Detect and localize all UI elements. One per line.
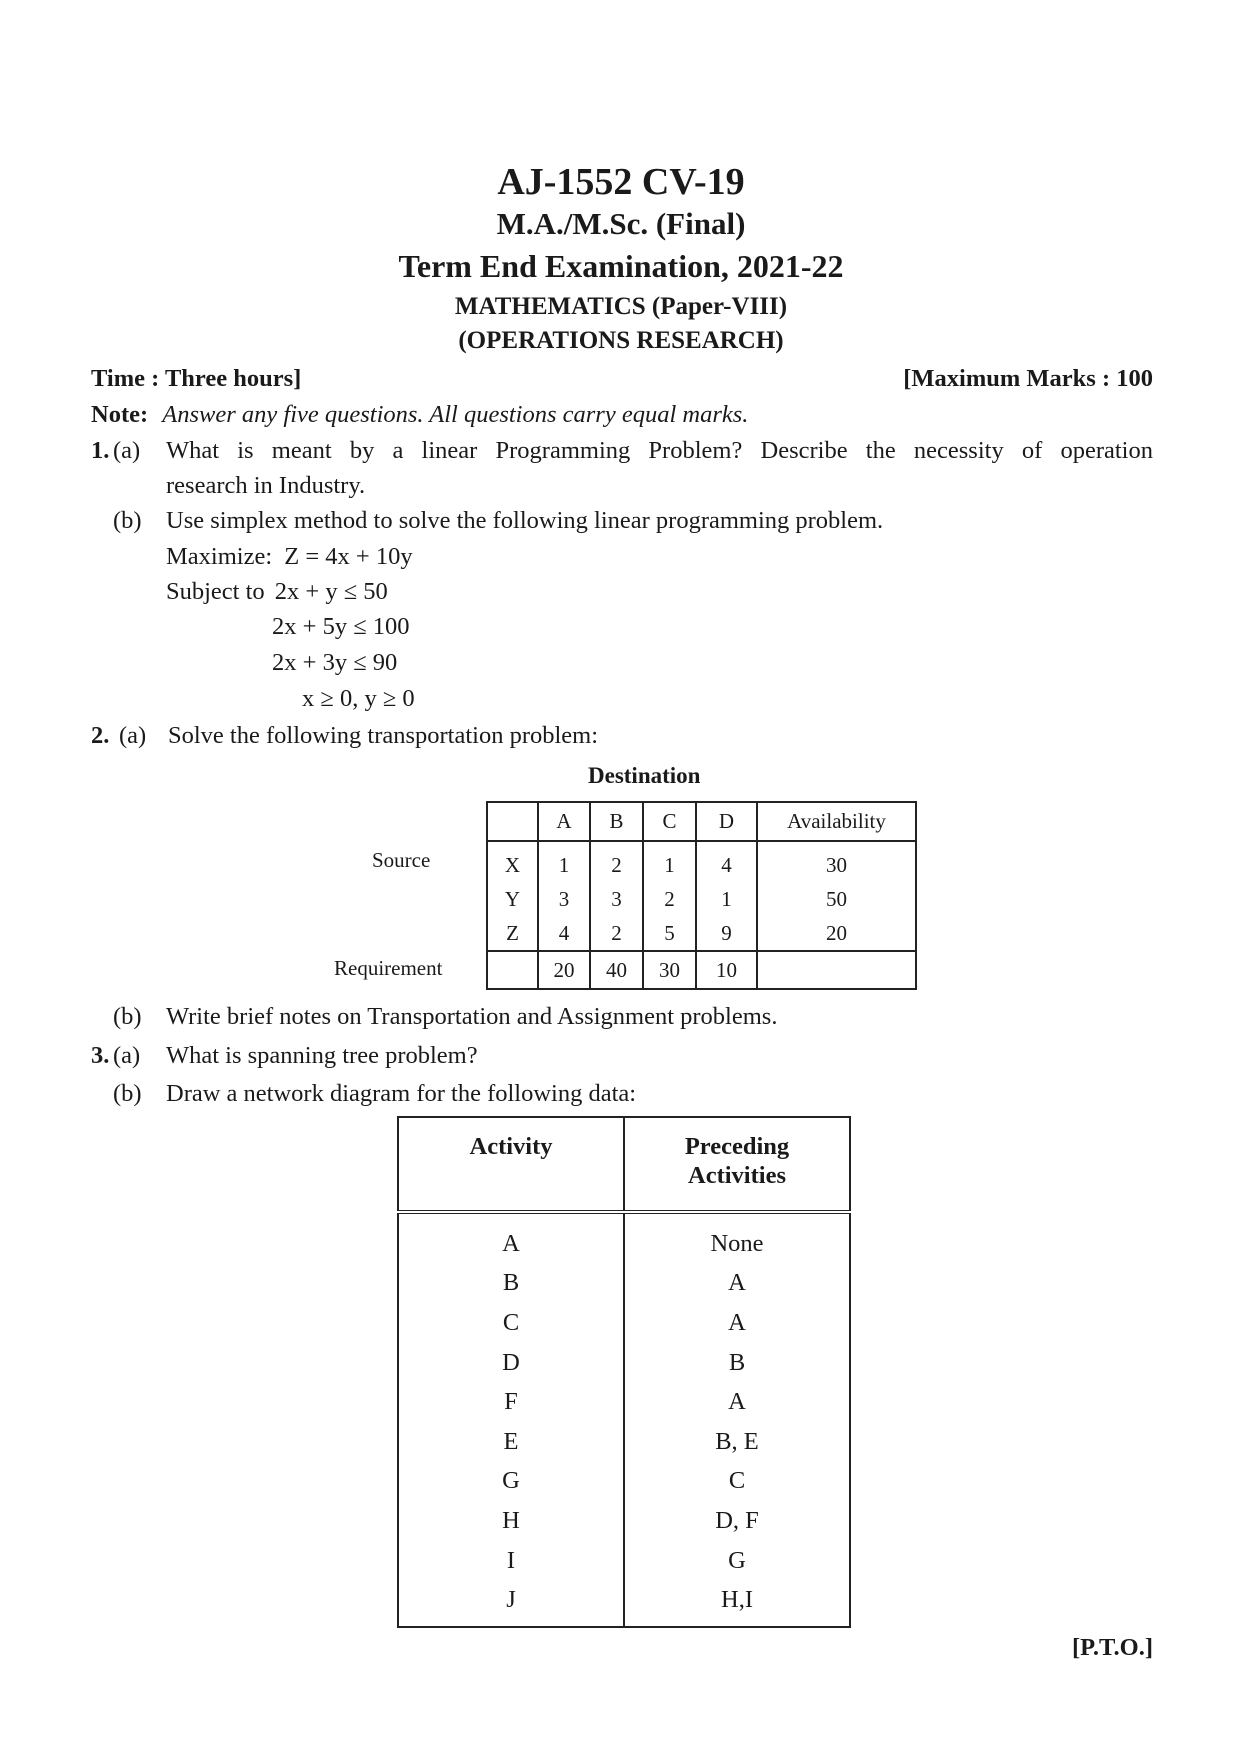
time-label: Time : Three hours] bbox=[91, 365, 302, 392]
q3a-label: (a) bbox=[113, 1042, 141, 1069]
q1-number: 1. bbox=[91, 437, 110, 464]
q3a-text: What is spanning tree problem? bbox=[166, 1042, 478, 1069]
column-header: A bbox=[538, 802, 590, 841]
activity-table bbox=[397, 1116, 851, 1628]
q3b-label: (b) bbox=[113, 1080, 142, 1107]
activity-cell: H bbox=[398, 1501, 624, 1541]
q2a-text: Solve the following transportation problem: bbox=[168, 722, 599, 749]
availability-cell: 30 bbox=[757, 841, 916, 882]
note-line bbox=[91, 401, 748, 429]
constraint-1: 2x + y ≤ 50 bbox=[274, 578, 388, 605]
max-marks-label: [Maximum Marks : 100 bbox=[903, 365, 1153, 392]
activity-cell: F bbox=[398, 1382, 624, 1422]
availability-cell: 20 bbox=[757, 916, 916, 951]
q2b-text: Write brief notes on Transportation and Assignment problems. bbox=[166, 1003, 778, 1030]
preceding-cell: D, F bbox=[624, 1501, 850, 1541]
pto-label: [P.T.O.] bbox=[1072, 1634, 1153, 1661]
cost-cell: 3 bbox=[538, 882, 590, 916]
q2a-label: (a) bbox=[119, 722, 147, 749]
cost-cell: 9 bbox=[696, 916, 757, 951]
requirement-label: Requirement bbox=[334, 956, 443, 980]
non-negativity-constraint: x ≥ 0, y ≥ 0 bbox=[302, 685, 415, 712]
note-label: Note: bbox=[91, 401, 149, 428]
preceding-cell: A bbox=[624, 1264, 850, 1304]
q3-number: 3. bbox=[91, 1042, 110, 1069]
availability-cell: 50 bbox=[757, 882, 916, 916]
cost-cell: 3 bbox=[590, 882, 643, 916]
preceding-cell: None bbox=[624, 1212, 850, 1264]
activity-cell: D bbox=[398, 1343, 624, 1383]
transportation-table bbox=[486, 801, 917, 990]
topic-title: (OPERATIONS RESEARCH) bbox=[458, 327, 784, 354]
activity-cell: I bbox=[398, 1541, 624, 1581]
preceding-cell: B, E bbox=[624, 1422, 850, 1462]
activity-cell: A bbox=[398, 1212, 624, 1264]
q1b-text: Use simplex method to solve the following linear programming problem. bbox=[166, 507, 884, 534]
note-text: Answer any five questions. All questions carry equal marks. bbox=[162, 401, 749, 428]
constraint-3: 2x + 3y ≤ 90 bbox=[272, 649, 398, 676]
requirement-cell: 10 bbox=[696, 951, 757, 989]
empty-cell bbox=[757, 951, 916, 989]
preceding-cell: A bbox=[624, 1303, 850, 1343]
activity-cell: J bbox=[398, 1580, 624, 1627]
activity-cell: B bbox=[398, 1264, 624, 1304]
preceding-header bbox=[624, 1117, 850, 1212]
cost-cell: 1 bbox=[538, 841, 590, 882]
preceding-header-line2: Activities bbox=[688, 1162, 786, 1189]
constraint-2: 2x + 5y ≤ 100 bbox=[272, 613, 410, 640]
table-row bbox=[398, 1343, 850, 1383]
column-header: B bbox=[590, 802, 643, 841]
table-row bbox=[398, 1541, 850, 1581]
q1b-label: (b) bbox=[113, 507, 142, 534]
table-row bbox=[398, 1501, 850, 1541]
requirement-row bbox=[487, 951, 916, 989]
column-header: Availability bbox=[757, 802, 916, 841]
maximize-line bbox=[166, 543, 413, 571]
table-row bbox=[487, 841, 916, 882]
cost-cell: 1 bbox=[643, 841, 696, 882]
cost-cell: 4 bbox=[538, 916, 590, 951]
source-label: Source bbox=[372, 848, 431, 872]
source-cell: X bbox=[487, 841, 538, 882]
column-header: C bbox=[643, 802, 696, 841]
table-row bbox=[398, 1382, 850, 1422]
activity-cell: G bbox=[398, 1462, 624, 1502]
q2b-label: (b) bbox=[113, 1003, 142, 1030]
q1a-text-line1: What is meant by a linear Programming Problem? Describe the necessity of operation bbox=[166, 437, 1153, 464]
preceding-cell: C bbox=[624, 1462, 850, 1502]
exam-title: Term End Examination, 2021-22 bbox=[398, 248, 844, 284]
table-row bbox=[398, 1264, 850, 1304]
table-row bbox=[398, 1303, 850, 1343]
preceding-cell: B bbox=[624, 1343, 850, 1383]
maximize-label: Maximize: bbox=[166, 543, 273, 570]
preceding-cell: G bbox=[624, 1541, 850, 1581]
column-header: D bbox=[696, 802, 757, 841]
cost-cell: 4 bbox=[696, 841, 757, 882]
cost-cell: 2 bbox=[590, 916, 643, 951]
activity-cell: C bbox=[398, 1303, 624, 1343]
table-header-row bbox=[398, 1117, 850, 1212]
table-row bbox=[398, 1580, 850, 1627]
column-header bbox=[487, 802, 538, 841]
objective-function: Z = 4x + 10y bbox=[284, 543, 413, 570]
subject-title: MATHEMATICS (Paper-VIII) bbox=[454, 293, 788, 320]
source-cell: Z bbox=[487, 916, 538, 951]
requirement-cell: 20 bbox=[538, 951, 590, 989]
requirement-cell: 40 bbox=[590, 951, 643, 989]
course-title: M.A./M.Sc. (Final) bbox=[496, 206, 746, 241]
activity-cell: E bbox=[398, 1422, 624, 1462]
destination-title: Destination bbox=[588, 763, 701, 788]
empty-cell bbox=[487, 951, 538, 989]
table-row bbox=[487, 882, 916, 916]
subject-to-label: Subject to bbox=[166, 578, 265, 605]
preceding-cell: A bbox=[624, 1382, 850, 1422]
subject-to-line bbox=[166, 578, 388, 606]
table-row bbox=[398, 1212, 850, 1264]
q3b-text: Draw a network diagram for the following data: bbox=[166, 1080, 637, 1107]
source-cell: Y bbox=[487, 882, 538, 916]
table-row bbox=[398, 1422, 850, 1462]
cost-cell: 1 bbox=[696, 882, 757, 916]
cost-cell: 5 bbox=[643, 916, 696, 951]
table-row bbox=[398, 1462, 850, 1502]
cost-cell: 2 bbox=[590, 841, 643, 882]
paper-code: AJ-1552 CV-19 bbox=[497, 161, 745, 203]
q1a-label: (a) bbox=[113, 437, 141, 464]
q2-number: 2. bbox=[91, 722, 110, 749]
table-row bbox=[487, 916, 916, 951]
activity-header: Activity bbox=[398, 1117, 624, 1212]
q1a-text-line2: research in Industry. bbox=[166, 472, 366, 499]
preceding-cell: H,I bbox=[624, 1580, 850, 1627]
preceding-header-line1: Preceding bbox=[684, 1133, 790, 1160]
table-header-row bbox=[487, 802, 916, 841]
requirement-cell: 30 bbox=[643, 951, 696, 989]
cost-cell: 2 bbox=[643, 882, 696, 916]
